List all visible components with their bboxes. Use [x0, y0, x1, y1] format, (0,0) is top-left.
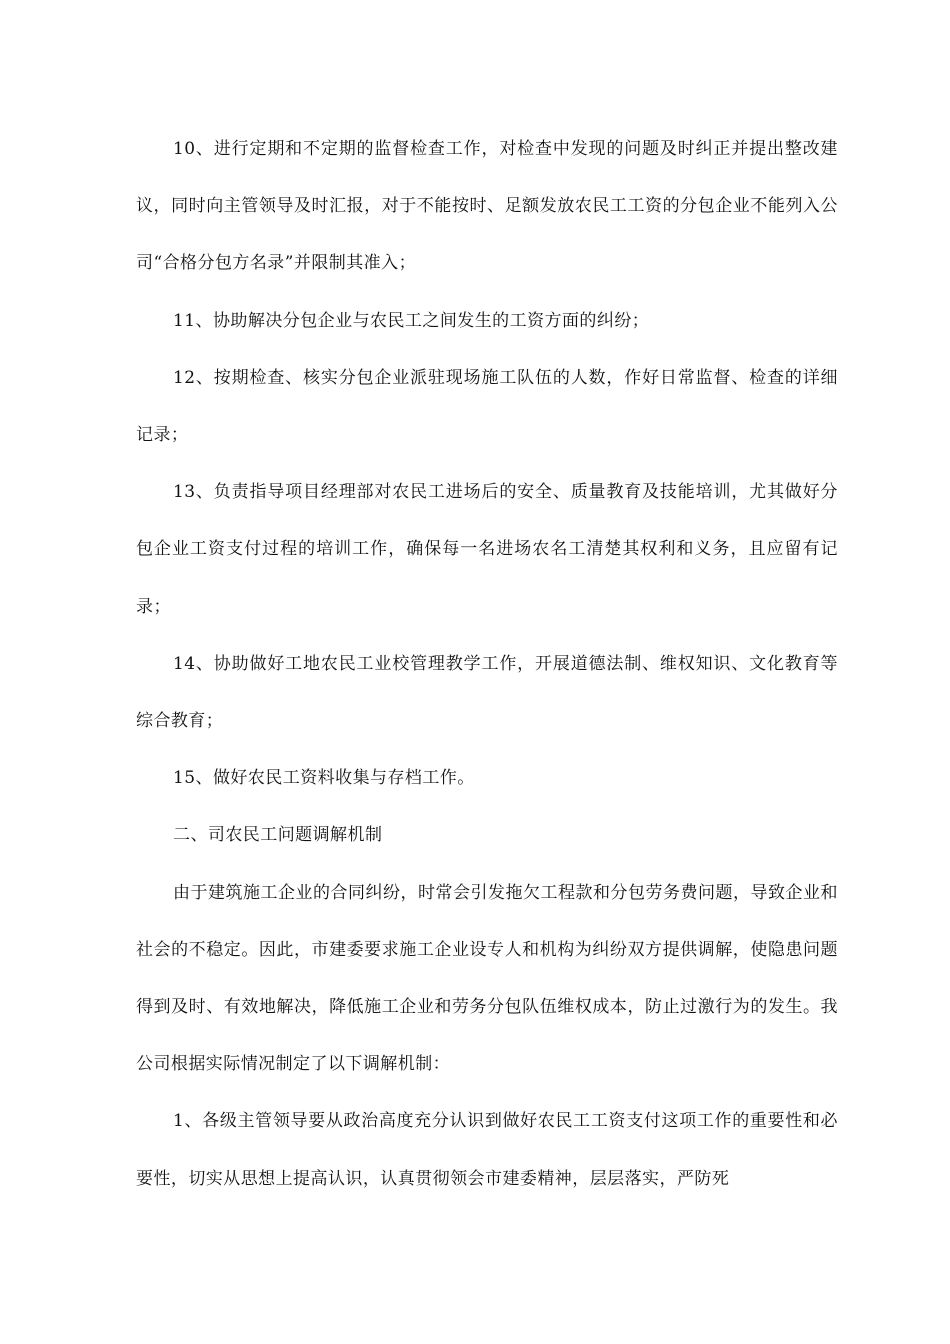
paragraph-item-15: 15、做好农民工资料收集与存档工作。	[173, 768, 475, 789]
paragraph-item-13: 13、负责指导项目经理部对农民工进场后的安全、质量教育及技能培训，尤其做好分包企业工资支付过程的培训工作，确保每一名进场农名工清楚其权利和义务，且应留有记录；	[136, 482, 838, 617]
document-body	[136, 121, 838, 1208]
paragraph-item-12: 12、按期检查、核实分包企业派驻现场施工队伍的人数，作好日常监督、检查的详细记录；	[136, 367, 838, 446]
paragraph-item-11: 11、协助解决分包企业与农民工之间发生的工资方面的纠纷；	[173, 310, 650, 331]
paragraph-item-10: 10、进行定期和不定期的监督检查工作，对检查中发现的问题及时纠正并提出整改建议，同时向主管领导及时汇报，对于不能按时、足额发放农民工工资的分包企业不能列入公司“合格分包方名录”并限制其准入；	[136, 139, 838, 274]
paragraph-item-14: 14、协助做好工地农民工业校管理教学工作，开展道德法制、维权知识、文化教育等综合教育；	[136, 653, 838, 732]
paragraph-intro: 由于建筑施工企业的合同纠纷，时常会引发拖欠工程款和分包劳务费问题，导致企业和社会的不稳定。因此，市建委要求施工企业设专人和机构为纠纷双方提供调解，使隐患问题得到及时、有效地解决，降低施工企业和劳务分包队伍维权成本，防止过激行为的发生。我公司根据实际情况制定了以下调解机制：	[136, 882, 838, 1075]
paragraph-item-1: 1、各级主管领导要从政治高度充分认识到做好农民工工资支付这项工作的重要性和必要性，切实从思想上提高认识，认真贯彻领会市建委精神，层层落实，严防死	[136, 1111, 838, 1189]
section-heading: 二、司农民工问题调解机制	[173, 825, 383, 846]
